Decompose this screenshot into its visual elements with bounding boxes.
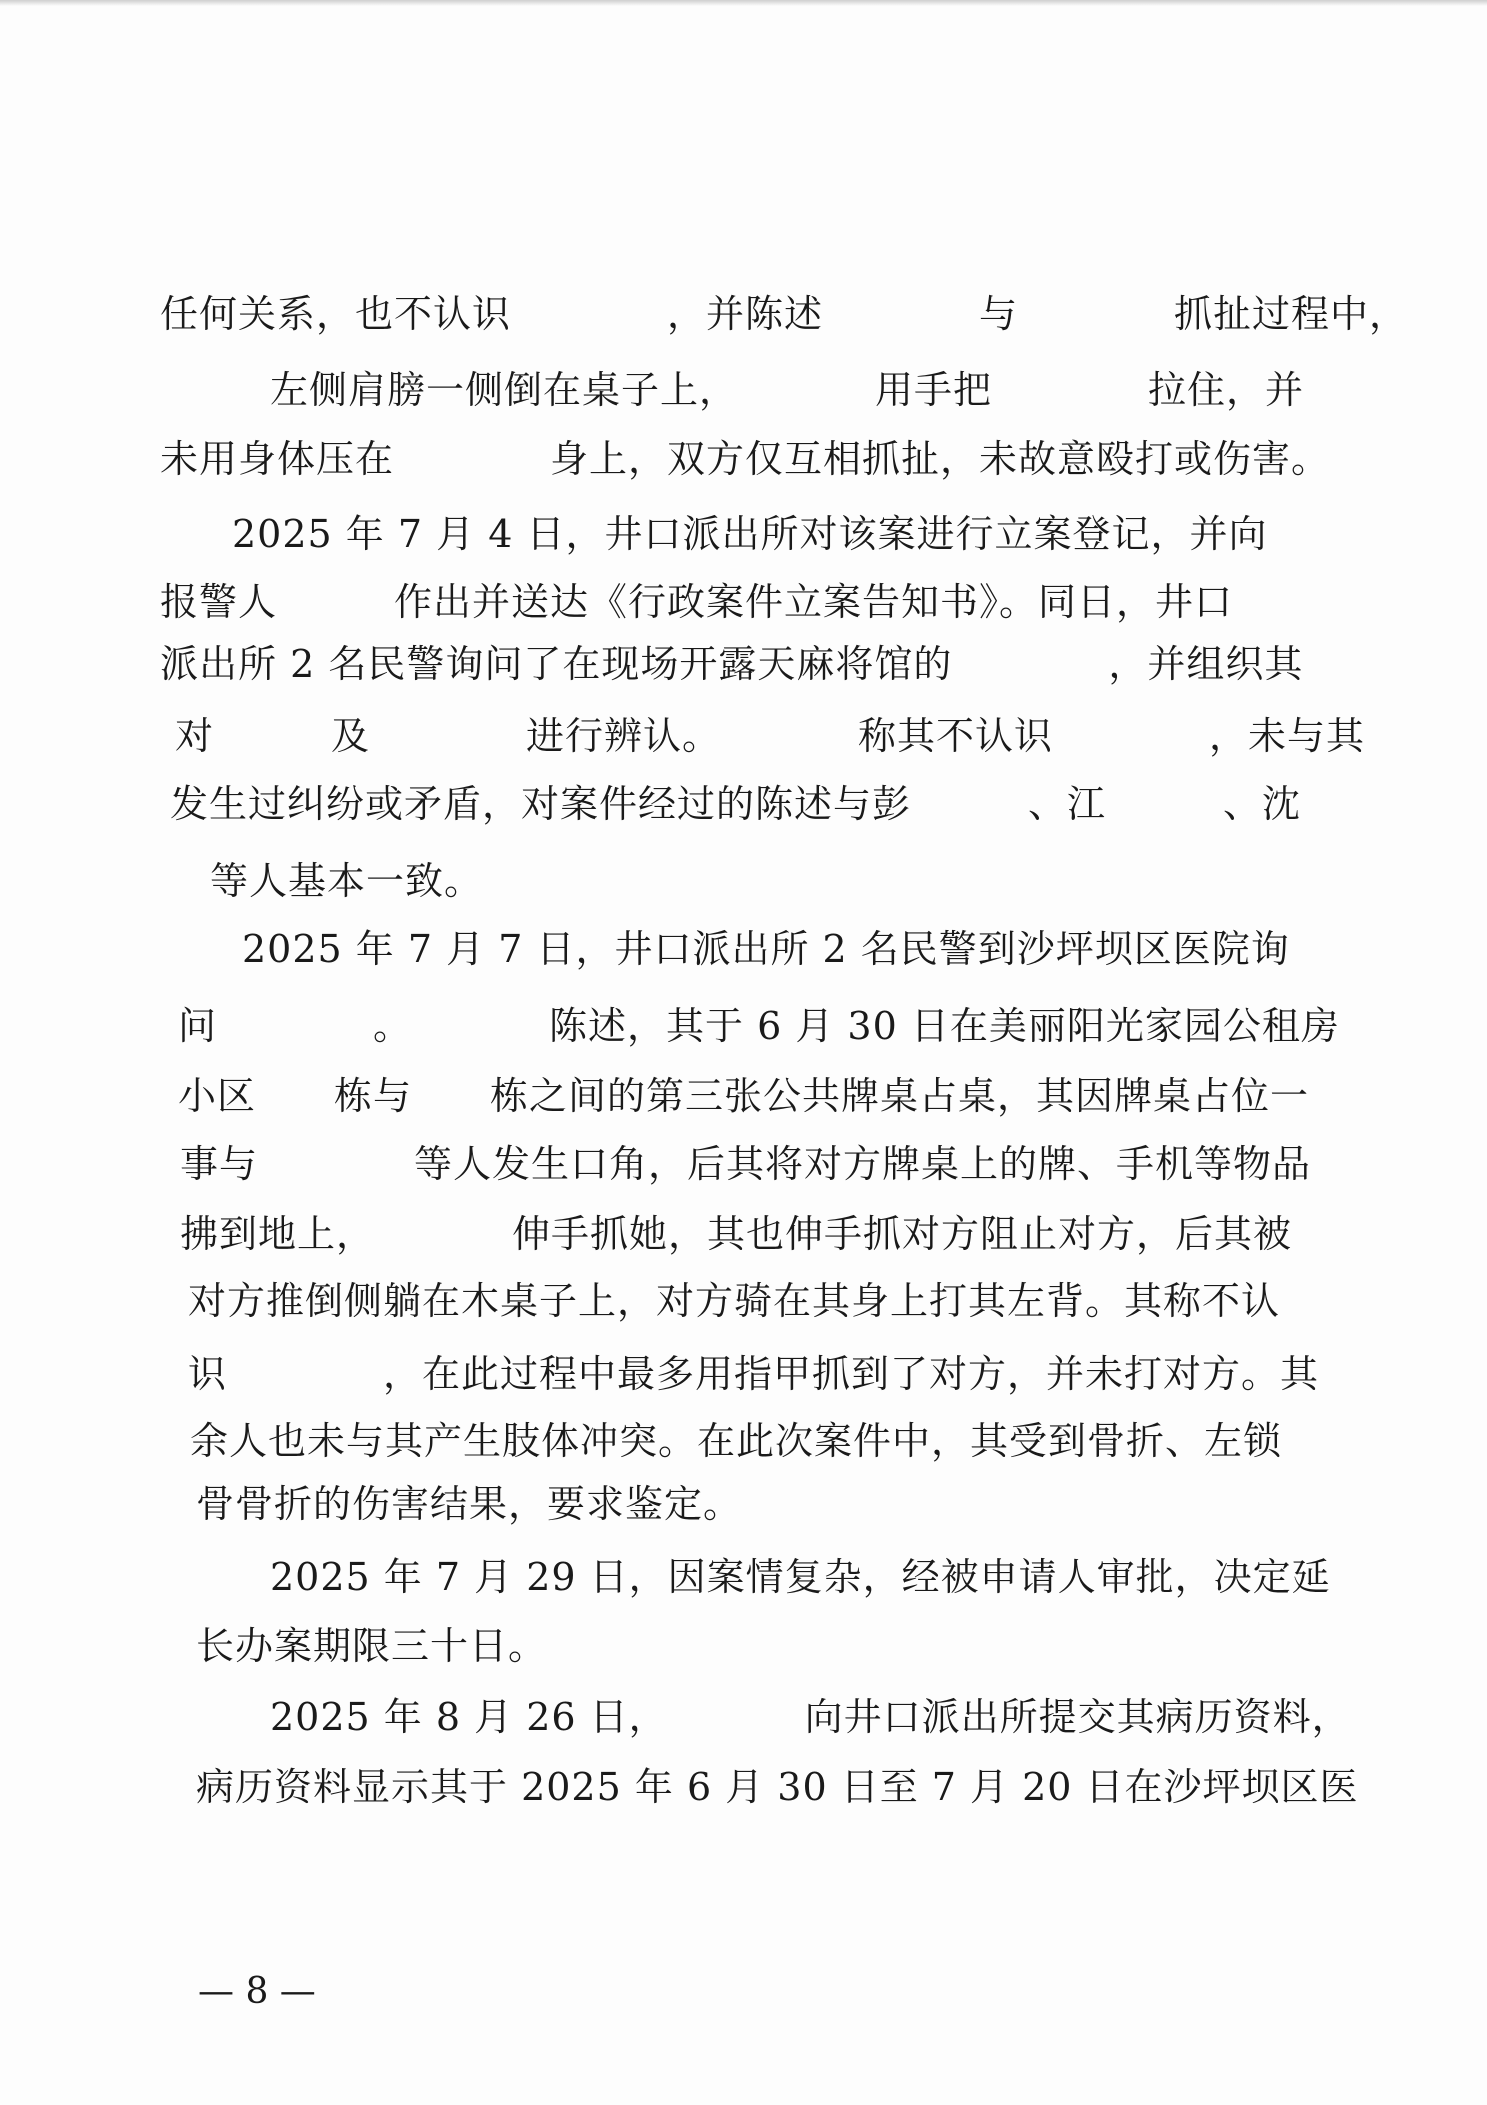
text-line: 派出所 2 名民警询问了在现场开露天麻将馆的 ，并组织其 <box>160 642 1304 686</box>
text-line: 拂到地上， 伸手抓她，其也伸手抓对方阻止对方，后其被 <box>180 1212 1293 1256</box>
text-line: 病历资料显示其于 2025 年 6 月 30 日至 7 月 20 日在沙坪坝区医 <box>196 1765 1359 1809</box>
text-line: 2025 年 7 月 4 日，井口派出所对该案进行立案登记，并向 <box>232 512 1268 556</box>
text-line: 2025 年 7 月 7 日，井口派出所 2 名民警到沙坪坝区医院询 <box>242 927 1290 971</box>
text-line: 发生过纠纷或矛盾，对案件经过的陈述与彭 、江 、沈 <box>170 782 1302 826</box>
text-line: 任何关系，也不认识 ，并陈述 与 抓扯过程中， <box>160 292 1409 336</box>
page-number: — 8 — <box>198 1971 316 2012</box>
text-line: 左侧肩膀一侧倒在桌子上， 用手把 拉住，并 <box>270 368 1305 412</box>
text-line: 事与 等人发生口角，后其将对方牌桌上的牌、手机等物品 <box>180 1142 1312 1186</box>
text-line: 未用身体压在 身上，双方仅互相抓扯，未故意殴打或伤害。 <box>160 437 1331 481</box>
text-line: 等人基本一致。 <box>210 859 484 903</box>
text-line: 2025 年 8 月 26 日， 向井口派出所提交其病历资料， <box>270 1695 1351 1739</box>
text-line: 余人也未与其产生肢体冲突。在此次案件中，其受到骨折、左锁 <box>190 1419 1283 1463</box>
text-line: 小区 栋与 栋之间的第三张公共牌桌占桌，其因牌桌占位一 <box>178 1074 1310 1118</box>
text-line: 2025 年 7 月 29 日，因案情复杂，经被申请人审批，决定延 <box>270 1555 1331 1599</box>
text-line: 对方推倒侧躺在木桌子上，对方骑在其身上打其左背。其称不认 <box>188 1279 1281 1323</box>
text-line: 问 。 陈述，其于 6 月 30 日在美丽阳光家园公租房 <box>178 1004 1340 1048</box>
text-line: 长办案期限三十日。 <box>196 1624 548 1668</box>
text-line: 对 及 进行辨认。 称其不认识 ，未与其 <box>175 714 1366 758</box>
text-line: 骨骨折的伤害结果，要求鉴定。 <box>196 1482 743 1526</box>
scan-edge <box>0 0 1487 6</box>
text-line: 报警人 作出并送达《行政案件立案告知书》。同日，井口 <box>160 580 1234 624</box>
text-line: 识 ，在此过程中最多用指甲抓到了对方，并未打对方。其 <box>188 1352 1320 1396</box>
